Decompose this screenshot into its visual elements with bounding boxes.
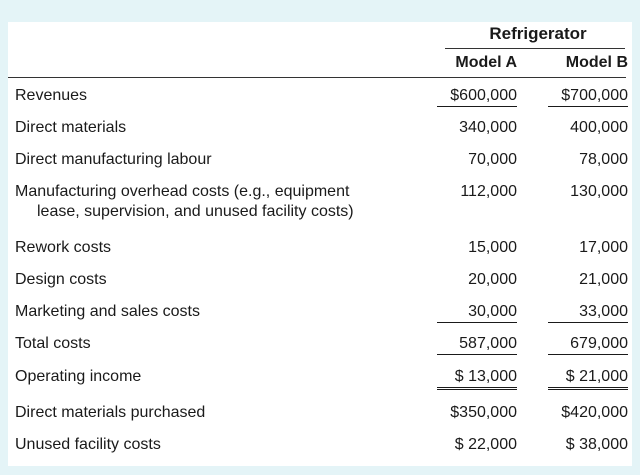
row-label: Unused facility costs <box>15 436 161 453</box>
value-model-a: 20,000 <box>468 271 517 288</box>
column-header-model-a: Model A <box>455 54 517 71</box>
value-model-b: 21,000 <box>579 271 628 288</box>
value-model-a: 587,000 <box>437 334 517 355</box>
row-label: Design costs <box>15 271 107 288</box>
row-label: Direct materials <box>15 119 127 136</box>
value-model-a: $ 22,000 <box>454 436 517 453</box>
value-model-b: $420,000 <box>561 404 628 421</box>
row-label: Rework costs <box>15 239 112 256</box>
value-model-a: $600,000 <box>437 86 517 107</box>
row-label: Revenues <box>15 87 88 104</box>
row-label: Direct materials purchased <box>15 404 206 421</box>
value-model-b: $ 21,000 <box>548 367 628 390</box>
row-label: Operating income <box>15 368 142 385</box>
value-model-a: 340,000 <box>459 119 517 136</box>
header-rule <box>8 77 626 78</box>
value-model-b: 679,000 <box>548 334 628 355</box>
row-label: Direct manufacturing labour <box>15 151 212 168</box>
value-model-a: 112,000 <box>460 183 517 200</box>
column-header-model-b: Model B <box>565 54 628 71</box>
group-rule <box>445 48 625 49</box>
row-label: Total costs <box>15 335 91 352</box>
value-model-a: $ 13,000 <box>437 367 517 390</box>
value-model-b: $700,000 <box>548 86 628 107</box>
group-title: Refrigerator <box>489 24 587 43</box>
value-model-b: 78,000 <box>579 151 628 168</box>
row-label: Marketing and sales costs <box>15 303 200 320</box>
value-model-a: 70,000 <box>468 151 517 168</box>
value-model-a: $350,000 <box>450 404 517 421</box>
value-model-b: 17,000 <box>579 239 628 256</box>
row-label <box>15 182 354 222</box>
value-model-b: 33,000 <box>548 302 628 323</box>
value-model-b: 130,000 <box>570 183 628 200</box>
value-model-b: $ 38,000 <box>565 436 628 453</box>
row-label-line-2: lease, supervision, and unused facility costs) <box>37 203 354 220</box>
value-model-b: 400,000 <box>570 119 628 136</box>
value-model-a: 15,000 <box>468 239 517 256</box>
value-model-a: 30,000 <box>437 302 517 323</box>
row-label-line-1: Manufacturing overhead costs (e.g., equipment <box>15 183 350 200</box>
cost-table <box>8 22 632 466</box>
